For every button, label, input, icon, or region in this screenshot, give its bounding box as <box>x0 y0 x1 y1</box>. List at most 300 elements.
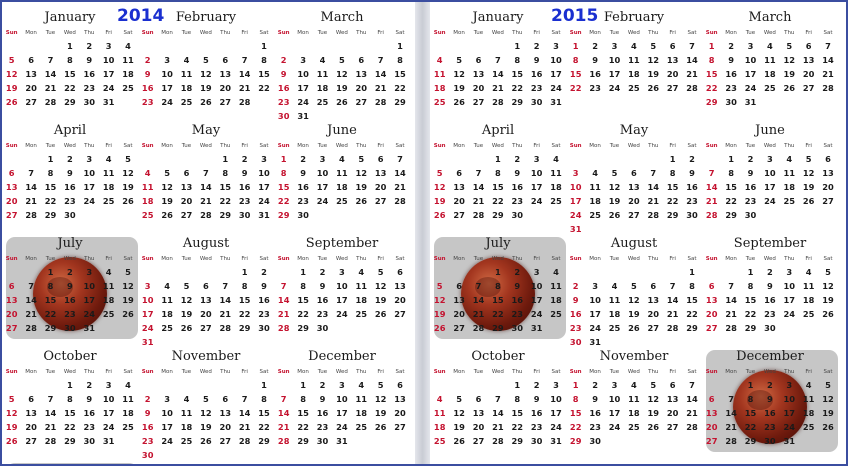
day-cell: 24 <box>258 196 270 206</box>
day-cell: 18 <box>161 309 173 319</box>
week-row <box>138 293 274 307</box>
month-name: September <box>305 236 379 251</box>
day-cell: 9 <box>86 55 93 65</box>
day-cell: 22 <box>725 196 737 206</box>
day-cell: 24 <box>783 422 796 432</box>
day-cell: 5 <box>456 55 462 65</box>
day-cell: 2 <box>280 55 287 65</box>
day-cell: 18 <box>608 309 621 319</box>
day-cell: 6 <box>630 168 637 178</box>
day-cell: 18 <box>355 295 368 305</box>
day-cell: 31 <box>569 224 582 234</box>
day-cell: 4 <box>766 41 773 51</box>
day-cell: 24 <box>550 422 562 432</box>
day-cell: 20 <box>394 408 406 418</box>
day-cell: 15 <box>64 408 76 418</box>
day-cell: 27 <box>394 422 406 432</box>
weekday-header <box>702 367 838 378</box>
weekday-label: Fri <box>241 30 248 36</box>
day-cell: 22 <box>394 83 406 93</box>
day-cell: 10 <box>141 295 154 305</box>
day-cell: 21 <box>686 408 698 418</box>
week-row <box>138 392 274 406</box>
week-row <box>2 279 138 293</box>
day-cell: 4 <box>105 267 112 277</box>
day-cell: 3 <box>553 380 559 390</box>
day-cell: 7 <box>728 394 734 404</box>
day-cell: 16 <box>316 295 329 305</box>
weekday-label: Thu <box>784 256 795 262</box>
weekday-label: Wed <box>627 143 640 149</box>
weekday-label: Fri <box>805 30 812 36</box>
day-cell: 24 <box>589 323 601 333</box>
month-february <box>566 2 702 112</box>
week-row <box>2 321 138 335</box>
weekday-header <box>430 367 566 378</box>
day-cell: 6 <box>377 154 384 164</box>
weekday-label: Wed <box>199 30 212 36</box>
day-cell: 12 <box>161 182 173 192</box>
day-cell: 3 <box>164 55 170 65</box>
day-cell: 14 <box>25 182 37 192</box>
week-row <box>2 307 138 321</box>
day-cell: 7 <box>650 168 657 178</box>
day-cell: 22 <box>686 309 698 319</box>
day-cell: 2 <box>747 154 754 164</box>
day-cell: 6 <box>805 41 812 51</box>
day-cell: 13 <box>453 295 465 305</box>
week-row <box>430 406 566 420</box>
week-row <box>566 293 702 307</box>
day-cell: 14 <box>394 168 406 178</box>
day-cell: 1 <box>728 154 734 164</box>
day-cell: 3 <box>533 267 540 277</box>
day-cell: 27 <box>219 436 232 446</box>
weekday-label: Mon <box>453 256 465 262</box>
month-grid <box>702 141 838 222</box>
day-cell: 28 <box>686 422 698 432</box>
day-cell: 8 <box>222 168 229 178</box>
month-name: January <box>44 10 96 25</box>
day-cell <box>216 448 235 462</box>
day-cell: 27 <box>219 97 232 107</box>
day-cell: 4 <box>553 154 559 164</box>
weekday-label: Sat <box>123 369 133 375</box>
month-october <box>2 341 138 451</box>
day-cell: 15 <box>569 69 582 79</box>
weekday-label: Tue <box>745 256 756 262</box>
day-cell: 13 <box>472 69 485 79</box>
day-cell: 23 <box>83 422 96 432</box>
weekday-label: Sun <box>5 143 18 149</box>
weekday-label: Sun <box>141 369 154 375</box>
weekday-label: Fri <box>805 143 812 149</box>
day-cell: 20 <box>25 83 37 93</box>
day-cell: 9 <box>766 394 773 404</box>
day-cell: 16 <box>141 422 154 432</box>
day-cell: 16 <box>297 182 309 192</box>
day-cell: 20 <box>200 309 212 319</box>
day-cell: 13 <box>666 55 679 65</box>
weekday-label: Thu <box>84 143 95 149</box>
day-cell: 8 <box>397 55 403 65</box>
day-cell: 3 <box>553 41 559 51</box>
day-cell: 20 <box>666 69 679 79</box>
day-cell: 2 <box>66 267 73 277</box>
day-cell <box>818 208 837 222</box>
month-name: June <box>755 123 785 138</box>
day-cell: 1 <box>47 154 54 164</box>
month-grid <box>566 28 702 95</box>
day-cell: 22 <box>277 196 290 206</box>
week-row <box>702 420 838 434</box>
weekday-label: Thu <box>512 143 523 149</box>
week-row <box>2 194 138 208</box>
weekday-header <box>566 28 702 39</box>
weekday-label: Tue <box>473 369 484 375</box>
day-cell: 31 <box>550 436 562 446</box>
day-cell: 16 <box>589 408 601 418</box>
day-cell: 24 <box>569 210 582 220</box>
day-cell: 12 <box>200 69 212 79</box>
day-cell: 9 <box>86 394 93 404</box>
day-cell: 10 <box>316 168 329 178</box>
day-cell: 29 <box>219 210 232 220</box>
month-grid <box>138 28 274 109</box>
week-row <box>2 95 138 109</box>
day-cell: 25 <box>316 97 329 107</box>
day-cell: 27 <box>5 323 18 333</box>
day-cell: 29 <box>686 323 698 333</box>
day-cell: 27 <box>472 97 485 107</box>
week-row <box>702 39 838 53</box>
day-cell: 25 <box>180 97 193 107</box>
month-grid <box>430 254 566 335</box>
weekday-label: Sat <box>687 256 697 262</box>
day-cell: 3 <box>105 380 112 390</box>
day-cell: 8 <box>66 394 73 404</box>
day-cell: 19 <box>647 408 660 418</box>
day-cell: 3 <box>338 267 345 277</box>
day-cell <box>138 39 157 53</box>
week-row <box>2 434 138 448</box>
day-cell: 31 <box>550 97 562 107</box>
weekday-label: Sun <box>569 143 582 149</box>
day-cell: 7 <box>47 394 54 404</box>
day-cell: 11 <box>355 394 368 404</box>
month-name: February <box>603 10 665 25</box>
week-row <box>138 67 274 81</box>
day-cell: 2 <box>766 267 773 277</box>
day-cell: 9 <box>280 69 287 79</box>
weekday-label: Sat <box>551 369 561 375</box>
day-cell: 9 <box>533 394 540 404</box>
month-name: May <box>191 123 221 138</box>
day-cell: 22 <box>744 309 757 319</box>
day-cell: 6 <box>358 55 365 65</box>
day-cell: 3 <box>611 380 618 390</box>
weekday-header <box>702 254 838 265</box>
day-cell: 14 <box>666 295 679 305</box>
day-cell: 14 <box>647 182 660 192</box>
month-name: February <box>175 10 237 25</box>
day-cell <box>99 208 118 222</box>
day-cell: 26 <box>822 309 834 319</box>
day-cell: 15 <box>258 408 270 418</box>
weekday-label: Sun <box>433 143 446 149</box>
day-cell: 10 <box>336 394 348 404</box>
day-cell <box>313 39 332 53</box>
day-cell: 26 <box>433 210 446 220</box>
day-cell: 18 <box>550 182 562 192</box>
week-row <box>430 279 566 293</box>
week-row <box>702 194 838 208</box>
weekday-label: Sat <box>687 30 697 36</box>
day-cell: 9 <box>66 168 73 178</box>
day-cell: 6 <box>475 394 482 404</box>
week-row <box>138 448 274 462</box>
weekday-label: Thu <box>220 369 231 375</box>
day-cell: 7 <box>241 394 248 404</box>
day-cell: 21 <box>666 309 679 319</box>
weekday-label: Mon <box>161 30 173 36</box>
day-cell <box>488 39 507 53</box>
week-row <box>430 307 566 321</box>
day-cell: 9 <box>514 168 521 178</box>
day-cell: 9 <box>689 168 695 178</box>
day-cell: 25 <box>180 436 193 446</box>
weekday-label: Sat <box>123 256 133 262</box>
day-cell: 25 <box>608 323 621 333</box>
day-cell: 23 <box>686 196 698 206</box>
year-title: 2014 <box>117 6 165 26</box>
day-cell: 2 <box>319 380 326 390</box>
day-cell: 2 <box>533 380 540 390</box>
day-cell: 3 <box>300 55 306 65</box>
day-cell: 8 <box>728 168 734 178</box>
day-cell: 22 <box>64 422 76 432</box>
day-cell: 14 <box>200 182 212 192</box>
day-cell: 20 <box>5 309 18 319</box>
day-cell: 9 <box>514 281 521 291</box>
day-cell: 23 <box>316 309 329 319</box>
weekday-label: Mon <box>297 143 309 149</box>
week-row <box>274 378 410 392</box>
day-cell <box>177 448 196 462</box>
day-cell: 4 <box>805 267 812 277</box>
day-cell: 20 <box>472 83 485 93</box>
day-cell: 28 <box>725 323 737 333</box>
day-cell: 22 <box>492 309 504 319</box>
day-cell <box>371 39 390 53</box>
day-cell <box>254 448 273 462</box>
week-row <box>274 321 410 335</box>
day-cell <box>196 39 215 53</box>
weekday-label: Fri <box>669 30 676 36</box>
week-row <box>274 67 410 81</box>
day-cell: 31 <box>297 111 309 121</box>
day-cell: 1 <box>241 267 248 277</box>
day-cell: 22 <box>569 422 582 432</box>
day-cell: 13 <box>453 182 465 192</box>
month-name: April <box>481 123 515 138</box>
day-cell <box>41 378 60 392</box>
day-cell: 14 <box>725 408 737 418</box>
day-cell: 12 <box>433 295 446 305</box>
week-row <box>566 406 702 420</box>
day-cell <box>799 434 818 448</box>
day-cell: 30 <box>83 436 96 446</box>
weekday-label: Thu <box>784 369 795 375</box>
day-cell: 30 <box>764 436 776 446</box>
day-cell <box>196 265 215 279</box>
weekday-label: Tue <box>45 30 56 36</box>
weekday-label: Fri <box>105 143 112 149</box>
weekday-label: Wed <box>199 369 212 375</box>
weekday-label: Wed <box>491 256 504 262</box>
month-grid <box>430 28 566 109</box>
day-cell: 16 <box>764 408 776 418</box>
day-cell: 4 <box>805 380 812 390</box>
week-row <box>566 321 702 335</box>
day-cell: 16 <box>511 295 524 305</box>
day-cell <box>644 265 663 279</box>
day-cell <box>449 378 468 392</box>
day-cell: 20 <box>219 422 232 432</box>
day-cell: 11 <box>783 168 796 178</box>
month-name: June <box>327 123 357 138</box>
day-cell: 5 <box>125 267 131 277</box>
day-cell: 20 <box>453 309 465 319</box>
day-cell: 10 <box>83 281 96 291</box>
day-cell: 11 <box>764 55 776 65</box>
day-cell <box>390 434 409 448</box>
day-cell: 13 <box>219 408 232 418</box>
month-february <box>138 2 274 112</box>
day-cell: 15 <box>44 295 57 305</box>
day-cell: 28 <box>200 210 212 220</box>
day-cell: 26 <box>822 422 834 432</box>
day-cell: 10 <box>102 394 115 404</box>
day-cell: 3 <box>747 41 754 51</box>
day-cell: 26 <box>5 436 18 446</box>
day-cell: 21 <box>219 309 232 319</box>
day-cell <box>21 378 40 392</box>
weekday-label: Sat <box>687 369 697 375</box>
weekday-label: Mon <box>25 256 37 262</box>
day-cell <box>216 39 235 53</box>
weekday-header <box>138 28 274 39</box>
day-cell: 27 <box>25 97 37 107</box>
day-cell: 15 <box>238 295 251 305</box>
day-cell: 21 <box>238 83 251 93</box>
day-cell <box>41 39 60 53</box>
day-cell: 5 <box>825 267 831 277</box>
day-cell: 17 <box>608 408 621 418</box>
day-cell: 7 <box>28 281 34 291</box>
day-cell: 12 <box>336 69 348 79</box>
weekday-label: Fri <box>241 369 248 375</box>
weekday-header <box>702 141 838 152</box>
day-cell: 26 <box>355 196 368 206</box>
week-row <box>274 392 410 406</box>
week-row <box>274 39 410 53</box>
day-cell: 6 <box>456 281 462 291</box>
day-cell: 9 <box>144 69 151 79</box>
week-row <box>138 194 274 208</box>
day-cell: 12 <box>433 182 446 192</box>
day-cell: 12 <box>647 55 660 65</box>
weekday-label: Fri <box>377 256 384 262</box>
day-cell: 17 <box>161 83 173 93</box>
weekday-label: Sun <box>433 369 446 375</box>
day-cell <box>2 265 21 279</box>
weekday-label: Sun <box>277 30 290 36</box>
weekday-label: Tue <box>45 369 56 375</box>
day-cell <box>780 208 799 222</box>
day-cell: 19 <box>453 422 465 432</box>
week-row <box>566 53 702 67</box>
day-cell: 21 <box>725 309 737 319</box>
day-cell: 29 <box>277 210 290 220</box>
day-cell: 2 <box>86 41 93 51</box>
weekday-label: Sat <box>823 369 833 375</box>
day-cell <box>430 378 449 392</box>
day-cell <box>352 208 371 222</box>
weekday-header <box>274 367 410 378</box>
day-cell: 2 <box>572 281 579 291</box>
day-cell: 28 <box>492 436 504 446</box>
day-cell: 9 <box>241 168 248 178</box>
day-cell: 3 <box>86 154 93 164</box>
weekday-header <box>274 28 410 39</box>
day-cell: 31 <box>258 210 270 220</box>
day-cell: 9 <box>261 281 267 291</box>
day-cell: 25 <box>783 196 796 206</box>
day-cell: 24 <box>764 196 776 206</box>
day-cell: 17 <box>550 408 562 418</box>
day-cell: 16 <box>238 182 251 192</box>
day-cell: 10 <box>783 281 796 291</box>
month-november <box>566 341 702 451</box>
day-cell: 31 <box>744 97 757 107</box>
weekday-header <box>566 141 702 152</box>
day-cell <box>196 448 215 462</box>
day-cell <box>430 265 449 279</box>
day-cell: 28 <box>277 436 290 446</box>
weekday-header <box>430 141 566 152</box>
month-grid <box>702 28 838 109</box>
day-cell: 17 <box>783 295 796 305</box>
day-cell: 20 <box>5 196 18 206</box>
weekday-label: Fri <box>669 143 676 149</box>
weekday-label: Fri <box>805 369 812 375</box>
day-cell: 26 <box>608 210 621 220</box>
day-cell: 30 <box>589 436 601 446</box>
day-cell: 24 <box>316 196 329 206</box>
day-cell: 6 <box>222 394 229 404</box>
day-cell: 16 <box>83 408 96 418</box>
day-cell: 21 <box>686 69 698 79</box>
day-cell: 29 <box>297 436 309 446</box>
day-cell: 19 <box>355 182 368 192</box>
day-cell: 26 <box>161 210 173 220</box>
weekday-label: Tue <box>609 369 620 375</box>
day-cell: 11 <box>550 281 562 291</box>
day-cell: 12 <box>802 168 815 178</box>
day-cell: 9 <box>300 168 306 178</box>
day-cell: 20 <box>705 422 718 432</box>
